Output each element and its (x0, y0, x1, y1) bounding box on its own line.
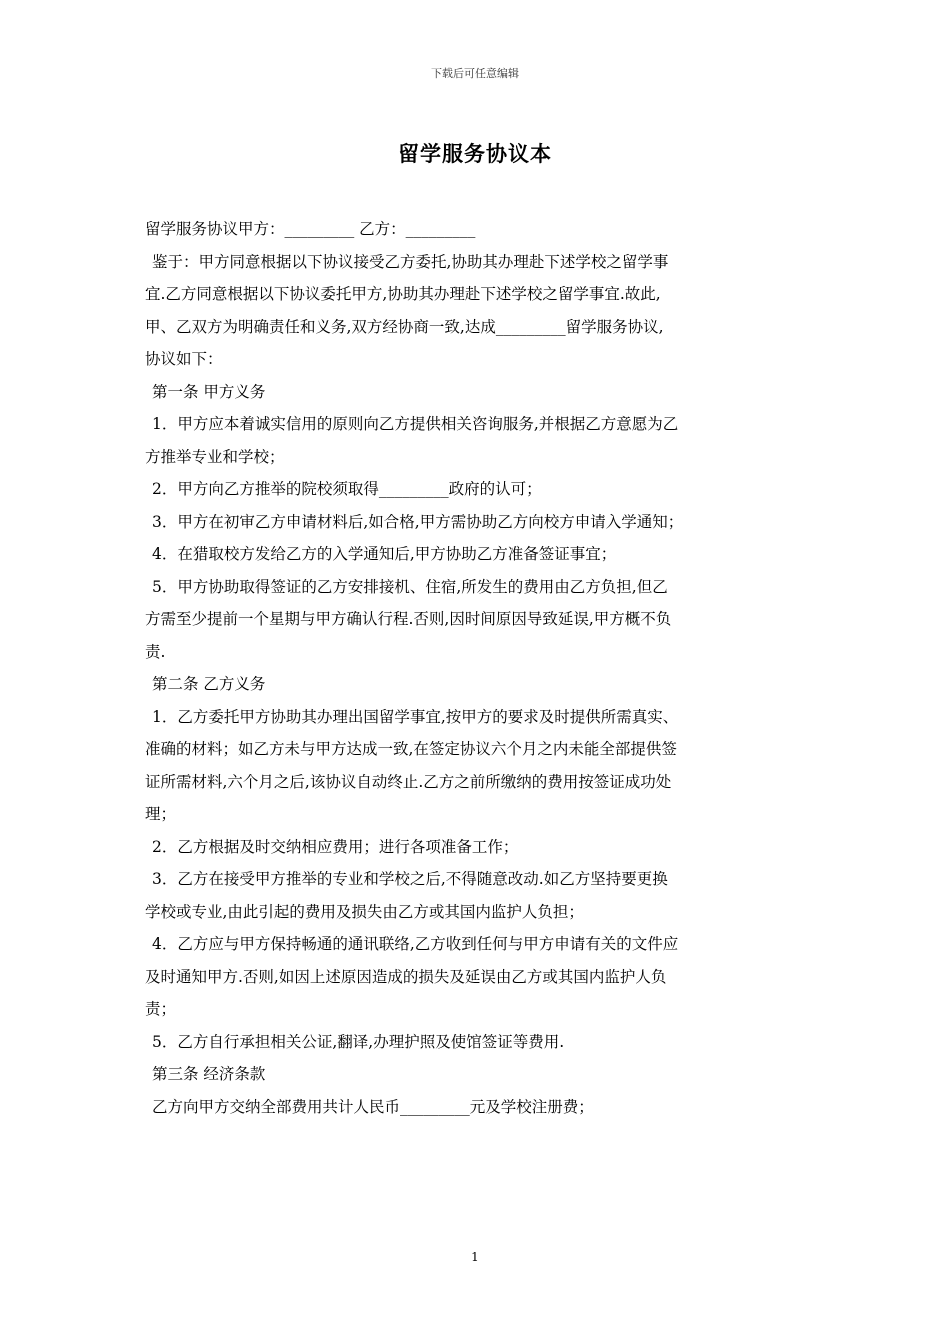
clause-line: 3．甲方在初审乙方申请材料后,如合格,甲方需协助乙方向校方申请入学通知； (152, 512, 684, 531)
clause-line: 1．甲方应本着诚实信用的原则向乙方提供相关咨询服务,并根据乙方意愿为乙 (152, 415, 679, 433)
paragraph-line: 协议如下： (145, 350, 223, 368)
clause-line: 学校或专业,由此引起的费用及损失由乙方或其国内监护人负担； (145, 902, 584, 921)
article-heading: 第一条 甲方义务 (152, 382, 266, 401)
clause-line: 责； (145, 1000, 177, 1018)
clause-line: 4．在猎取校方发给乙方的入学通知后,甲方协助乙方准备签证事宜； (152, 545, 617, 563)
paragraph-line: 鉴于：甲方同意根据以下协议接受乙方委托,协助其办理赴下述学校之留学事 (152, 252, 669, 271)
clause-line: 理； (145, 805, 177, 823)
paragraph-line: 宜.乙方同意根据以下协议委托甲方,协助其办理赴下述学校之留学事宜.故此, (145, 285, 661, 303)
clause-line: 准确的材料；如乙方未与甲方达成一致,在签定协议六个月之内未能全部提供签 (145, 740, 677, 758)
clause-line: 及时通知甲方.否则,如因上述原因造成的损失及延误由乙方或其国内监护人负 (145, 967, 667, 986)
clause-line: 方推举专业和学校； (145, 447, 285, 466)
article-heading: 第二条 乙方义务 (152, 675, 266, 693)
clause-line: 5．乙方自行承担相关公证,翻译,办理护照及使馆签证等费用. (152, 1032, 565, 1051)
clause-line: 2．甲方向乙方推举的院校须取得_________政府的认可； (152, 480, 542, 498)
clause-line: 证所需材料,六个月之后,该协议自动终止.乙方之前所缴纳的费用按签证成功处 (145, 772, 672, 791)
clause-line: 责. (145, 642, 166, 661)
document-body (145, 213, 810, 1123)
header-note: 下载后可任意编辑 (431, 67, 519, 80)
party-line: 留学服务协议甲方：_________ 乙方：_________ (145, 220, 476, 238)
clause-line: 4．乙方应与甲方保持畅通的通讯联络,乙方收到任何与甲方申请有关的文件应 (152, 935, 679, 953)
clause-line: 2．乙方根据及时交纳相应费用；进行各项准备工作； (152, 837, 519, 856)
article-heading: 第三条 经济条款 (152, 1065, 266, 1083)
clause-line: 乙方向甲方交纳全部费用共计人民币_________元及学校注册费； (152, 1097, 594, 1116)
clause-line: 1．乙方委托甲方协助其办理出国留学事宜,按甲方的要求及时提供所需真实、 (152, 707, 679, 726)
clause-line: 方需至少提前一个星期与甲方确认行程.否则,因时间原因导致延误,甲方概不负 (145, 610, 672, 628)
clause-line: 5．甲方协助取得签证的乙方安排接机、住宿,所发生的费用由乙方负担,但乙 (152, 577, 668, 596)
page-number: 1 (471, 1250, 479, 1264)
paragraph-line: 甲、乙双方为明确责任和义务,双方经协商一致,达成_________留学服务协议, (145, 317, 664, 336)
document-title: 留学服务协议本 (398, 141, 552, 166)
clause-line: 3．乙方在接受甲方推举的专业和学校之后,不得随意改动.如乙方坚持要更换 (152, 870, 668, 888)
